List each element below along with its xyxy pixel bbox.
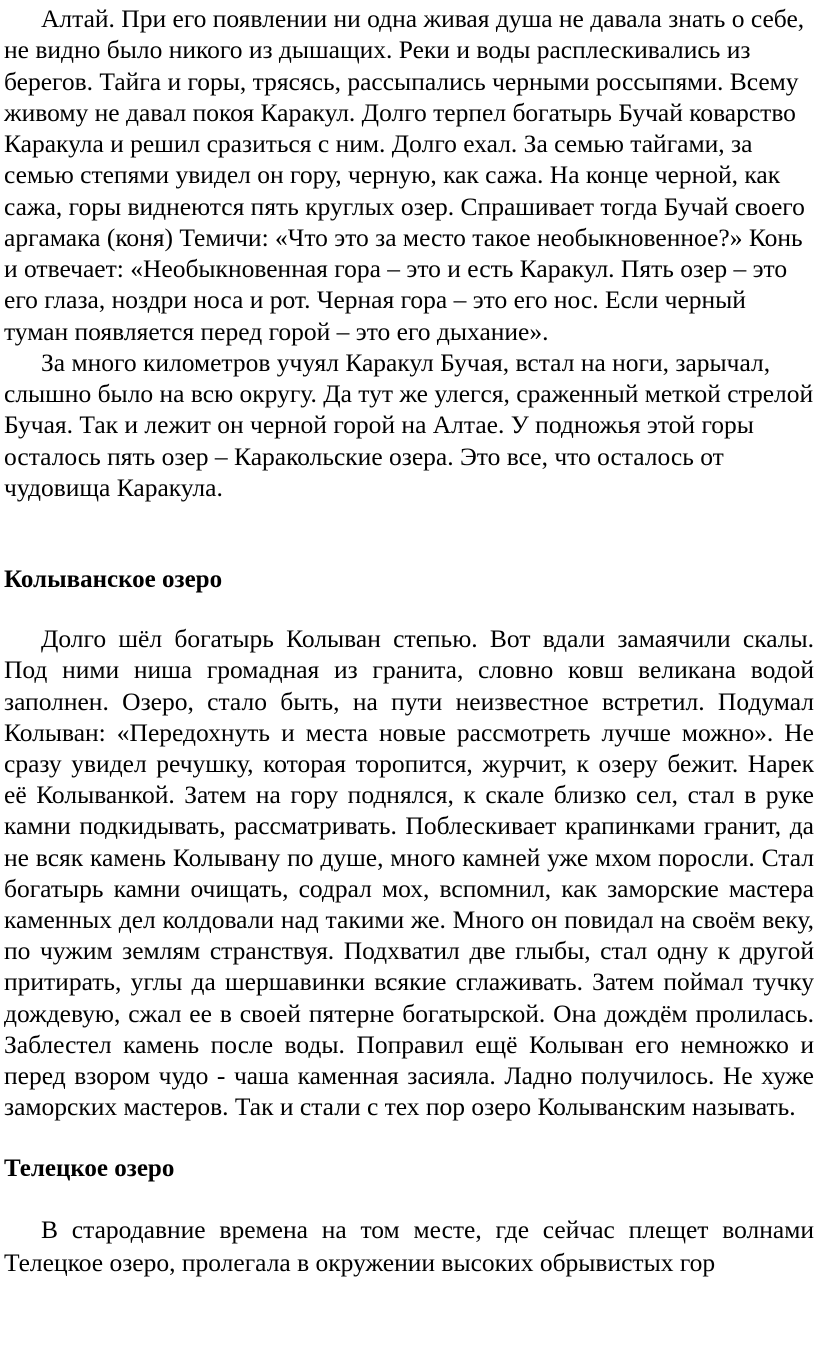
paragraph-karakul-ending: За много километров учуял Каракул Бучая, встал на ноги, зарычал, слышно было на всю округу. Да тут же улегся, сраженный меткой стрелой Бучая. Так и лежит он черной горой на Алтае. У подножья этой горы осталось пять озер – Каракольские озера. Это все, что осталось от чудовища Каракула. — [4, 347, 814, 502]
paragraph-karakul-story: Алтай. При его появлении ни одна живая душа не давала знать о себе, не видно было никого из дышащих. Реки и воды расплескивались из берегов. Тайга и горы, трясясь, рассыпались черными россыпями. Всему живому не давал покоя Каракул. Долго терпел богатырь Бучай коварство Каракула и решил сразиться с ним. Долго ехал. За семью тайгами, за семью степями увидел он гору, черную, как сажа. На конце черной, как сажа, горы виднеются пять круглых озер. Спрашивает тогда Бучай своего аргамака (коня) Темичи: «Что это за место такое необыкновенное?» Конь и отвечает: «Необыкновенная гора – это и есть Каракул. Пять озер – это его глаза, ноздри носа и рот. Черная гора – это его нос. Если черный туман появляется перед горой – это его дыхание». — [4, 4, 805, 346]
paragraph-kolyvan-story: Долго шёл богатырь Колыван степью. Вот вдали замаячили скалы. Под ними ниша громадная из гранита, словно ковш великана водой заполнен. Озеро, стало быть, на пути неизвестное встретил. Подумал Колыван: «Передохнуть и места новые рассмотреть лучше можно». Не сразу увидел речушку, которая торопится, журчит, к озеру бежит. Нарек её Колыванкой. Затем на гору поднялся, к скале близко сел, стал в руке камни подкидывать, рассматривать. Поблескивает крапинками гранит, да не всяк камень Колывану по душе, много камней уже мхом поросли. Стал богатырь камни очищать, содрал мох, вспомнил, как заморские мастера каменных дел колдовали над такими же. Много он повидал на своём веку, по чужим землям странствуя. Подхватил две глыбы, стал одну к другой притирать, углы да шершавинки всякие сглаживать. Затем поймал тучку дождевую, сжал ее в своей пятерне богатырской. Она дождём пролилась. Заблестел камень после воды. Поправил ещё Колыван его немножко и перед взором чудо - чаша каменная засияла. Ладно получилось. Не хуже заморских мастеров. Так и стали с тех пор озеро Колыванским называть. — [4, 624, 814, 1122]
paragraph-teletskoye-story: В стародавние времена на том месте, где сейчас плещет волнами Телецкое озеро, пролегала в окружении высоких обрывистых гор — [4, 1215, 814, 1278]
heading-teletskoye-lake: Телецкое озеро — [4, 1155, 175, 1183]
heading-kolyvan-lake: Колыванское озеро — [4, 566, 223, 594]
